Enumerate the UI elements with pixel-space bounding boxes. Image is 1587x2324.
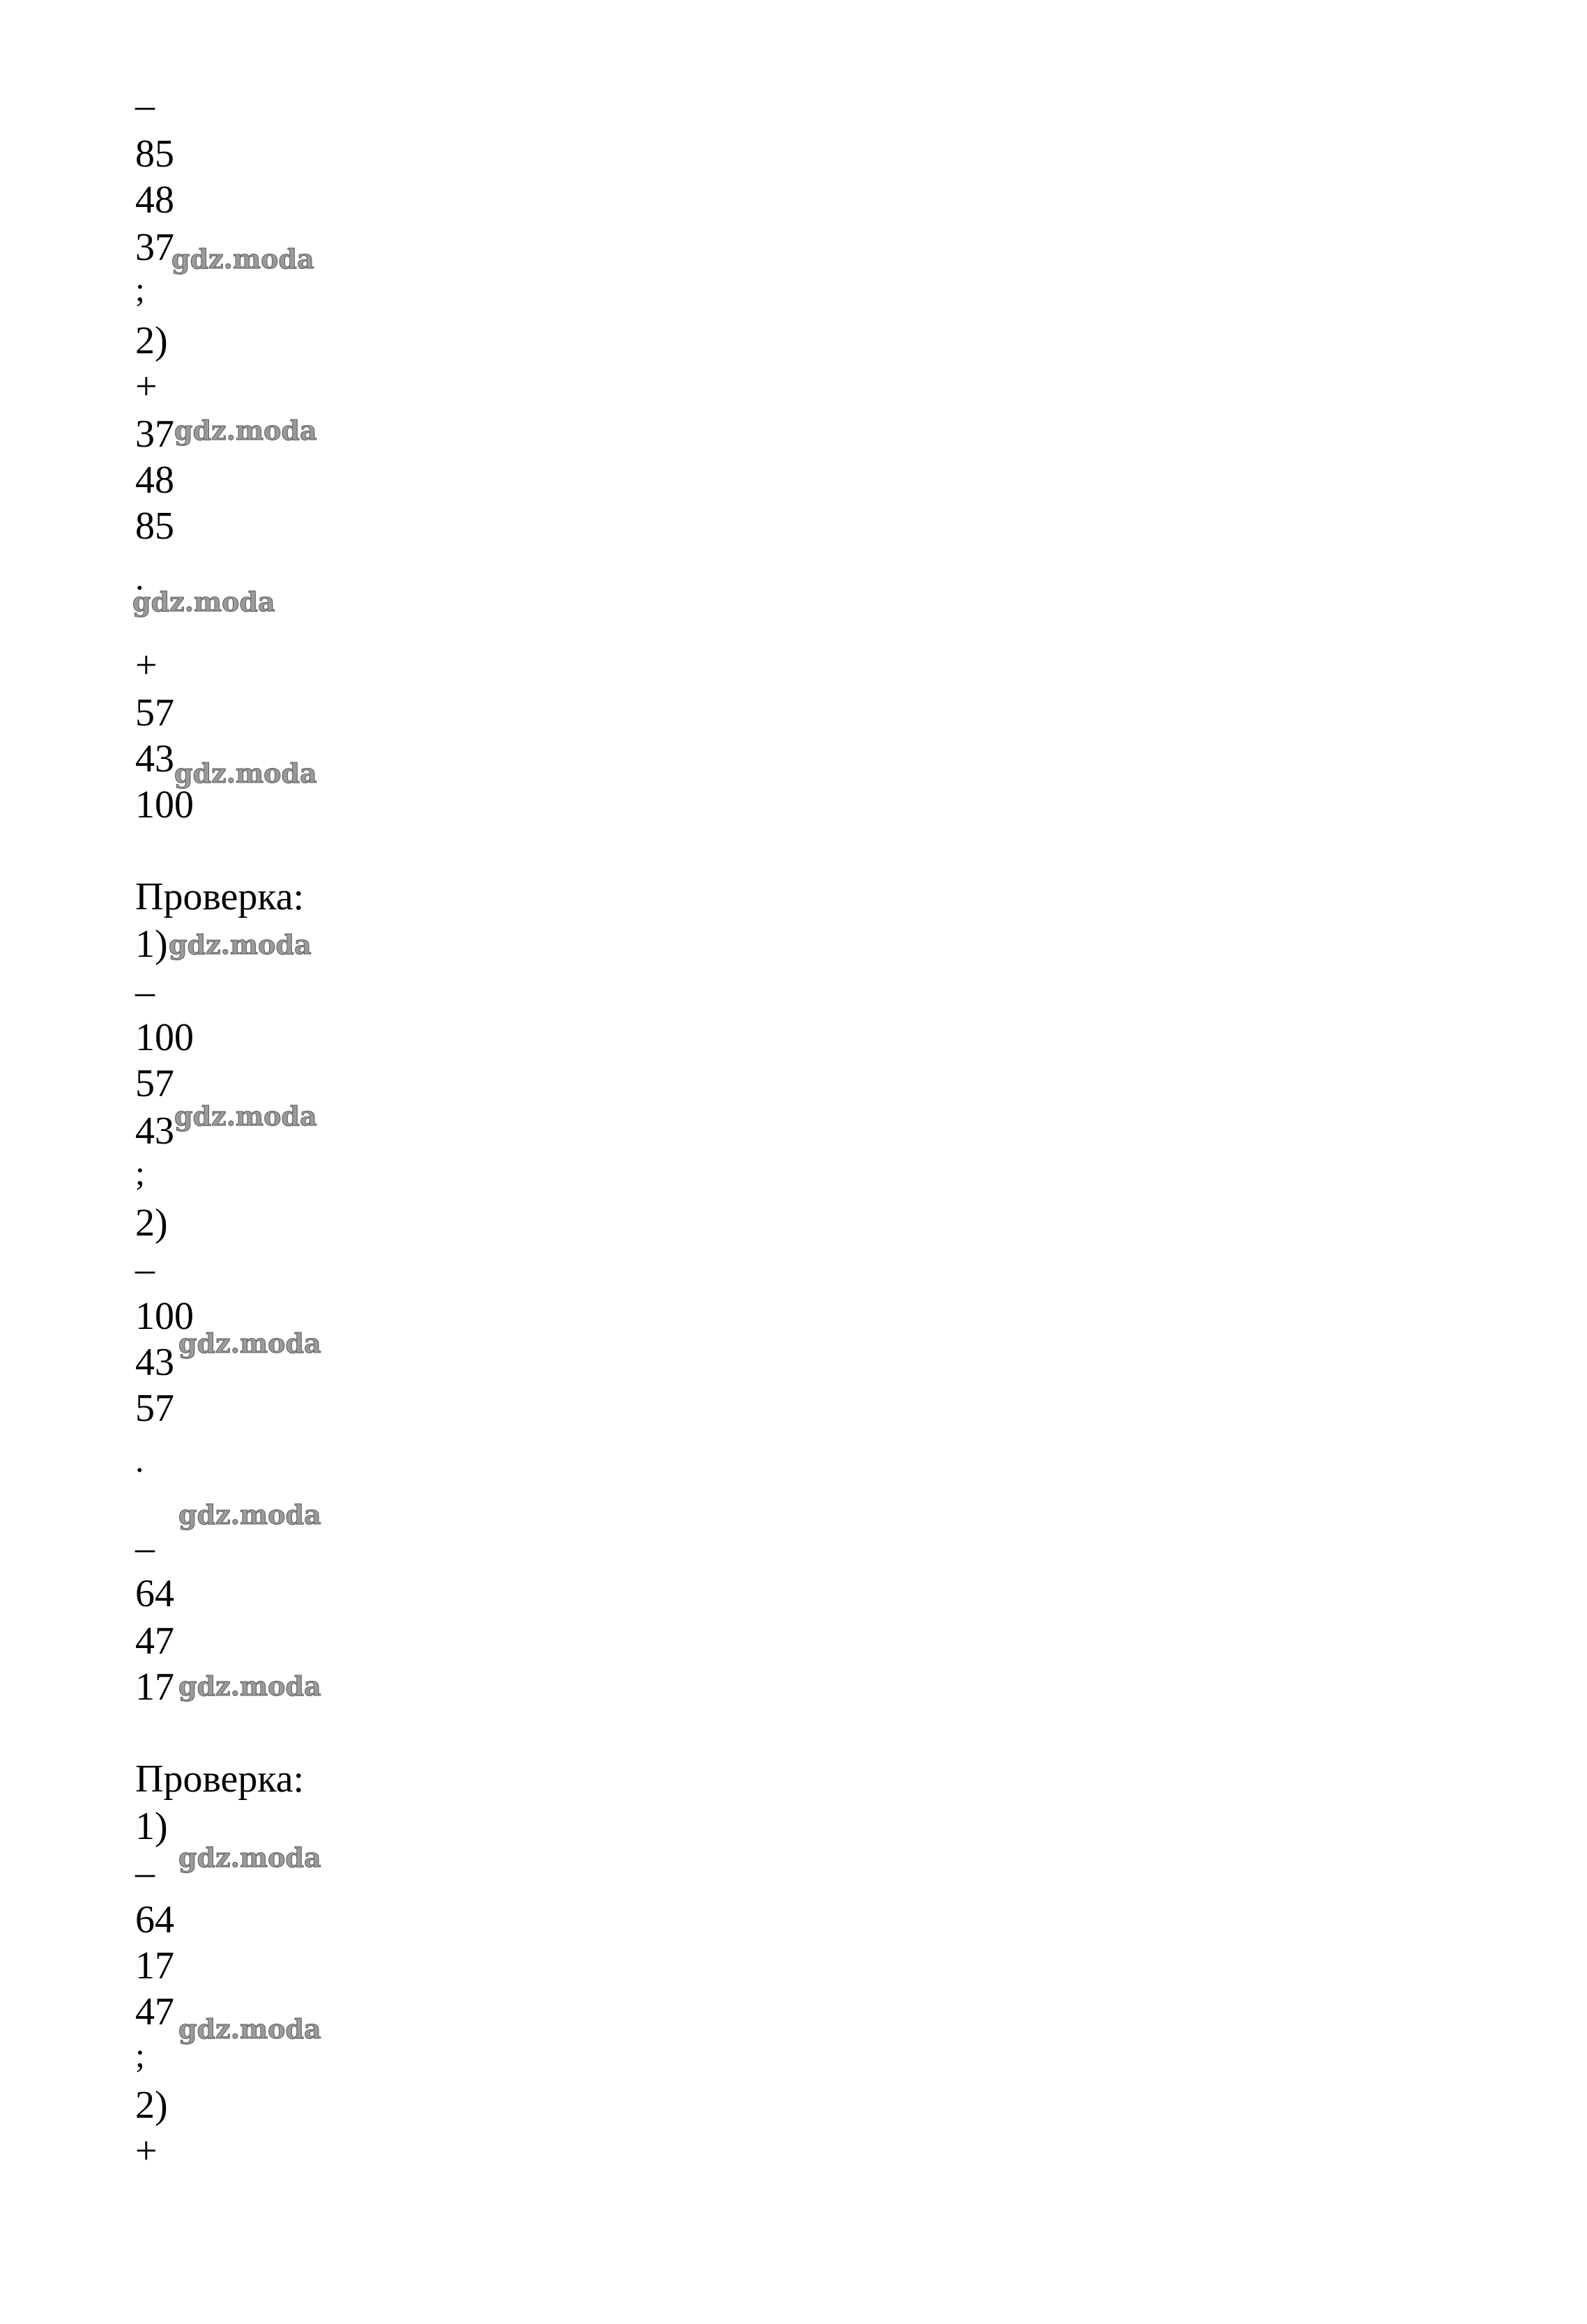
text-line: 100 [135, 1295, 194, 1338]
text-line: 43 [135, 1341, 174, 1384]
text-line: . [135, 558, 144, 597]
watermark: gdz.moda [174, 1100, 317, 1132]
section-heading: Проверка: [135, 875, 305, 918]
watermark: gdz.moda [178, 1328, 321, 1359]
text-line: 48 [135, 178, 174, 222]
text-line: 100 [135, 1016, 194, 1059]
text-line: + [135, 365, 158, 408]
watermark: gdz.moda [174, 757, 317, 789]
text-line: + [135, 644, 158, 687]
watermark: gdz.moda [174, 415, 317, 446]
text-line: – [135, 1247, 155, 1291]
text-line: 17 [135, 1944, 174, 1987]
watermark: gdz.moda [169, 929, 312, 960]
section-heading: Проверка: [135, 1757, 305, 1801]
text-line: . [135, 1440, 144, 1479]
text-line: 85 [135, 505, 174, 548]
watermark: gdz.moda [178, 1499, 321, 1530]
text-line: 43 [135, 1109, 174, 1153]
watermark: gdz.moda [178, 1670, 321, 1702]
text-line: – [135, 84, 155, 127]
watermark: gdz.moda [178, 2013, 321, 2045]
watermark: gdz.moda [178, 1842, 321, 1873]
text-line: 57 [135, 1062, 174, 1105]
text-line: 2) [135, 319, 168, 362]
text-line: – [135, 1526, 155, 1569]
text-line: 64 [135, 1572, 174, 1615]
text-line: 1) [135, 1805, 168, 1848]
text-line: 64 [135, 1898, 174, 1941]
text-line: ; [135, 2036, 145, 2075]
text-line: ; [135, 270, 145, 309]
watermark: gdz.moda [171, 243, 314, 275]
text-line: 48 [135, 459, 174, 502]
text-line: 2) [135, 1201, 168, 1245]
text-line: 85 [135, 132, 174, 176]
text-line: 100 [135, 783, 194, 826]
text-line: – [135, 970, 155, 1013]
text-line: 47 [135, 1619, 174, 1663]
text-line: + [135, 2130, 158, 2173]
text-line: 17 [135, 1665, 174, 1709]
text-line: 1) [135, 923, 168, 966]
text-line: 57 [135, 1387, 174, 1430]
watermark: gdz.moda [132, 586, 275, 617]
text-line: 47 [135, 1990, 174, 2033]
text-line: – [135, 1851, 155, 1894]
text-line: 43 [135, 737, 174, 780]
text-line: 57 [135, 691, 174, 734]
text-line: 37 [135, 226, 174, 269]
text-line: ; [135, 1153, 145, 1192]
text-line: 37 [135, 413, 174, 456]
text-line: 2) [135, 2084, 168, 2127]
